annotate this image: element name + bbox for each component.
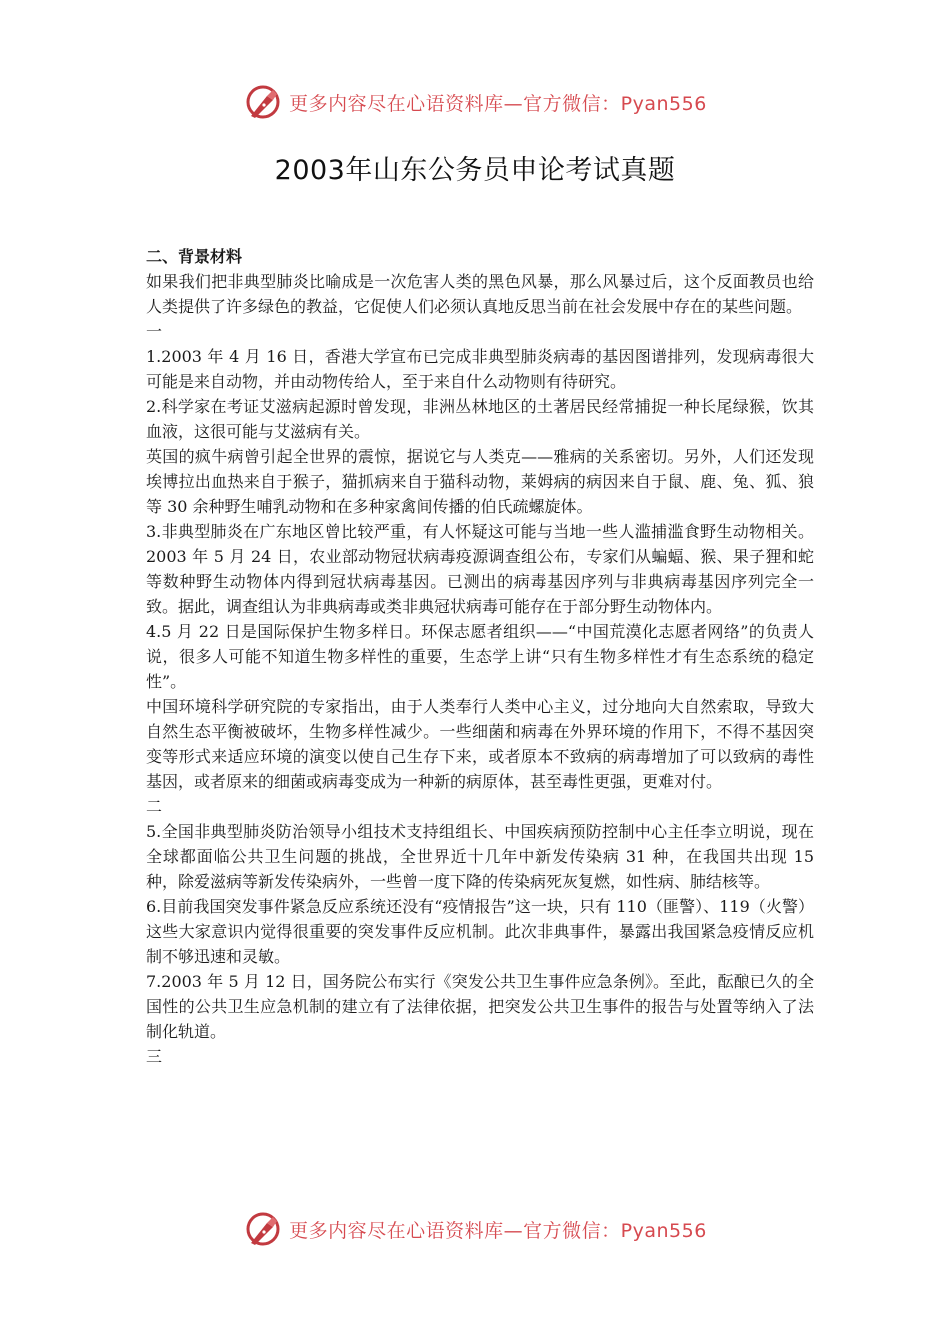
paragraph: 一 [146,322,163,341]
paragraph: 二 [146,797,163,816]
paragraph: 英国的疯牛病曾引起全世界的震惊，据说它与人类克——雅病的关系密切。另外，人们还发现埃博拉出血热来自于猴子，猫抓病来自于猫科动物，莱姆病的病因来自于鼠、鹿、兔、狐、狼等 30 余种野生哺乳动物和在多种家禽间传播的伯氏疏螺旋体。 [146,447,814,516]
section-heading: 二、背景材料 [146,247,243,266]
paragraph: 1.2003 年 4 月 16 日，香港大学宣布已完成非典型肺炎病毒的基因图谱排列，发现病毒很大可能是来自动物，并由动物传给人，至于来自什么动物则有待研究。 [146,347,814,391]
paragraph: 2.科学家在考证艾滋病起源时曾发现，非洲丛林地区的土著居民经常捕捉一种长尾绿猴，饮其血液，这很可能与艾滋病有关。 [146,397,814,441]
paragraph: 中国环境科学研究院的专家指出，由于人类奉行人类中心主义，过分地向大自然索取，导致大自然生态平衡被破坏，生物多样性减少。一些细菌和病毒在外界环境的作用下，不得不基因突变等形式来适应环境的演变以使自己生存下来，或者原本不致病的病毒增加了可以致病的毒性基因，或者原来的细菌或病毒变成为一种新的病原体，甚至毒性更强，更难对付。 [146,697,814,791]
document-body [146,244,814,1069]
paragraph: 3.非典型肺炎在广东地区曾比较严重，有人怀疑这可能与当地一些人滥捕滥食野生动物相关。2003 年 5 月 24 日，农业部动物冠状病毒疫源调查组公布，专家们从蝙蝠、猴、果子狸和蛇等数种野生动物体内得到冠状病毒基因。已测出的病毒基因序列与非典病毒基因序列完全一致。据此，调查组认为非典病毒或类非典冠状病毒可能存在于部分野生动物体内。 [146,522,814,616]
banner-text: 更多内容尽在心语资料库—官方微信：Pyan556 [289,92,707,115]
header-banner [0,80,950,124]
pen-nib-logo-icon [243,82,283,122]
paragraph: 7.2003 年 5 月 12 日，国务院公布实行《突发公共卫生事件应急条例》。至此，酝酿已久的全国性的公共卫生应急机制的建立有了法律依据，把突发公共卫生事件的报告与处置等纳入了法制化轨道。 [146,972,814,1041]
paragraph: 6.目前我国突发事件紧急反应系统还没有“疫情报告”这一块，只有 110（匪警）、119（火警）这些大家意识内觉得很重要的突发事件反应机制。此次非典事件，暴露出我国紧急疫情反应机制不够迅速和灵敏。 [146,897,814,966]
document-title: 2003年山东公务员申论考试真题 [274,155,676,186]
paragraph: 5.全国非典型肺炎防治领导小组技术支持组组长、中国疾病预防控制中心主任李立明说，现在全球都面临公共卫生问题的挑战，全世界近十几年中新发传染病 31 种，在我国共出现 15 种，除爱滋病等新发传染病外，一些曾一度下降的传染病死灰复燃，如性病、肺结核等。 [146,822,814,891]
paragraph: 4.5 月 22 日是国际保护生物多样日。环保志愿者组织——“中国荒漠化志愿者网络”的负责人说，很多人可能不知道生物多样性的重要，生态学上讲“只有生物多样性才有生态系统的稳定性”。 [146,622,814,691]
pen-nib-logo-icon [243,1209,283,1249]
paragraph: 三 [146,1047,163,1066]
paragraph: 如果我们把非典型肺炎比喻成是一次危害人类的黑色风暴，那么风暴过后，这个反面教员也给人类提供了许多绿色的教益，它促使人们必须认真地反思当前在社会发展中存在的某些问题。 [146,272,814,316]
banner-text: 更多内容尽在心语资料库—官方微信：Pyan556 [289,1219,707,1242]
footer-banner [0,1207,950,1251]
